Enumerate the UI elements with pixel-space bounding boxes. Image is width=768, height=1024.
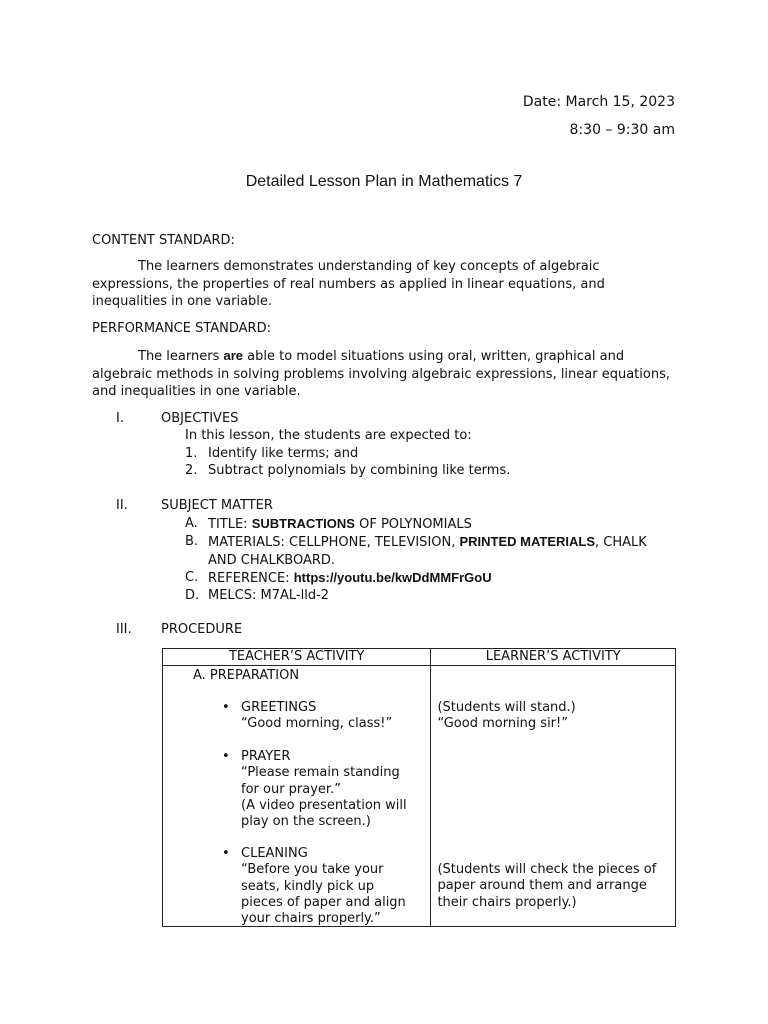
greetings-response bbox=[437, 700, 667, 733]
response-line: (Students will check the pieces of bbox=[437, 862, 657, 877]
bullet-title: GREETINGS bbox=[241, 700, 317, 715]
subject-pre: REFERENCE: bbox=[208, 571, 294, 586]
learner-activity-cell bbox=[431, 666, 676, 927]
procedure-table bbox=[162, 648, 676, 927]
bullet-line: seats, kindly pick up bbox=[241, 878, 375, 894]
performance-text-bold: are bbox=[223, 348, 244, 363]
preparation-heading: A. PREPARATION bbox=[193, 668, 300, 683]
objectives-intro: In this lesson, the students are expected to: bbox=[185, 428, 472, 443]
bullet-dot-icon: • bbox=[222, 846, 230, 861]
bullet-title: PRAYER bbox=[241, 749, 291, 764]
subject-matter-title: SUBJECT MATTER bbox=[161, 498, 273, 513]
objective-number: 2. bbox=[185, 463, 198, 478]
subject-letter: A. bbox=[185, 516, 198, 531]
subject-text bbox=[208, 569, 665, 588]
learner-column-header: LEARNER’S ACTIVITY bbox=[431, 649, 676, 666]
prayer-bullet bbox=[222, 749, 421, 830]
bullet-line: pieces of paper and align bbox=[241, 894, 406, 910]
content-standard-text: The learners demonstrates understanding of key concepts of algebraic expressions, the properties of real numbers as applied in linear equations, and inequalities in one variable. bbox=[92, 259, 605, 309]
subject-post: OF POLYNOMIALS bbox=[354, 517, 472, 532]
response-line: (Students will stand.) bbox=[437, 700, 576, 715]
date-line: Date: March 15, 2023 bbox=[522, 94, 675, 110]
subject-item-reference bbox=[185, 569, 665, 588]
bullet-line: “Please remain standing bbox=[241, 765, 400, 781]
bullet-line: for our prayer.” bbox=[241, 781, 341, 797]
subject-text: MELCS: M7AL-lld-2 bbox=[208, 588, 330, 603]
content-standard-label: CONTENT STANDARD: bbox=[92, 233, 235, 248]
greetings-bullet bbox=[222, 700, 421, 733]
time-line: 8:30 – 9:30 am bbox=[569, 122, 675, 138]
objective-item bbox=[185, 445, 665, 463]
teacher-activity-cell bbox=[163, 666, 431, 927]
cleaning-response bbox=[437, 862, 667, 911]
subject-letter: D. bbox=[185, 588, 200, 603]
bullet-title: CLEANING bbox=[241, 846, 308, 861]
objectives-numeral: I. bbox=[116, 411, 124, 426]
performance-text-pre: The learners bbox=[138, 349, 224, 364]
cleaning-bullet bbox=[222, 846, 421, 927]
bullet-line: (A video presentation will bbox=[241, 797, 407, 813]
subject-letter: C. bbox=[185, 570, 199, 585]
subject-bold: SUBTRACTIONS bbox=[251, 516, 355, 531]
bullet-dot-icon: • bbox=[222, 749, 230, 764]
bullet-dot-icon: • bbox=[222, 700, 230, 715]
objective-item bbox=[185, 462, 665, 480]
teacher-column-header: TEACHER’S ACTIVITY bbox=[163, 649, 431, 666]
subject-matter-numeral: II. bbox=[116, 498, 128, 513]
performance-standard-text bbox=[92, 347, 682, 401]
objective-text: Subtract polynomials by combining like terms. bbox=[208, 463, 511, 478]
objective-number: 1. bbox=[185, 446, 198, 461]
subject-bold: PRINTED MATERIALS bbox=[459, 534, 596, 549]
objectives-title: OBJECTIVES bbox=[161, 411, 239, 426]
reference-link[interactable]: https://youtu.be/kwDdMMFrGoU bbox=[293, 570, 492, 585]
subject-item-melcs bbox=[185, 587, 665, 605]
response-line: their chairs properly.) bbox=[437, 894, 577, 910]
bullet-line: “Before you take your bbox=[241, 862, 384, 878]
performance-text-post: able to model situations using oral, written, graphical and algebraic methods in solving problems involving algebraic expressions, linear equations, and inequalities in one variable. bbox=[92, 349, 670, 399]
subject-letter: B. bbox=[185, 534, 199, 549]
document-title: Detailed Lesson Plan in Mathematics 7 bbox=[245, 173, 523, 190]
subject-pre: TITLE: bbox=[208, 517, 252, 532]
table-header-row bbox=[163, 649, 676, 666]
procedure-title: PROCEDURE bbox=[161, 622, 243, 637]
response-line: “Good morning sir!” bbox=[437, 716, 568, 732]
subject-pre: MATERIALS: CELLPHONE, TELEVISION, bbox=[208, 535, 460, 550]
subject-text bbox=[208, 515, 665, 534]
date-block bbox=[523, 88, 675, 144]
subject-text bbox=[208, 533, 665, 569]
subject-item-materials bbox=[185, 533, 665, 569]
subject-item-title bbox=[185, 515, 665, 534]
table-row bbox=[163, 666, 676, 927]
bullet-line: play on the screen.) bbox=[241, 814, 371, 830]
objective-text: Identify like terms; and bbox=[208, 446, 359, 461]
performance-standard-label: PERFORMANCE STANDARD: bbox=[92, 321, 271, 336]
subject-post: , CHALK AND CHALKBOARD. bbox=[208, 535, 647, 568]
bullet-line: your chairs properly.” bbox=[241, 911, 381, 927]
procedure-numeral: III. bbox=[116, 622, 132, 637]
bullet-line: “Good morning, class!” bbox=[241, 716, 393, 732]
response-line: paper around them and arrange bbox=[437, 878, 647, 894]
